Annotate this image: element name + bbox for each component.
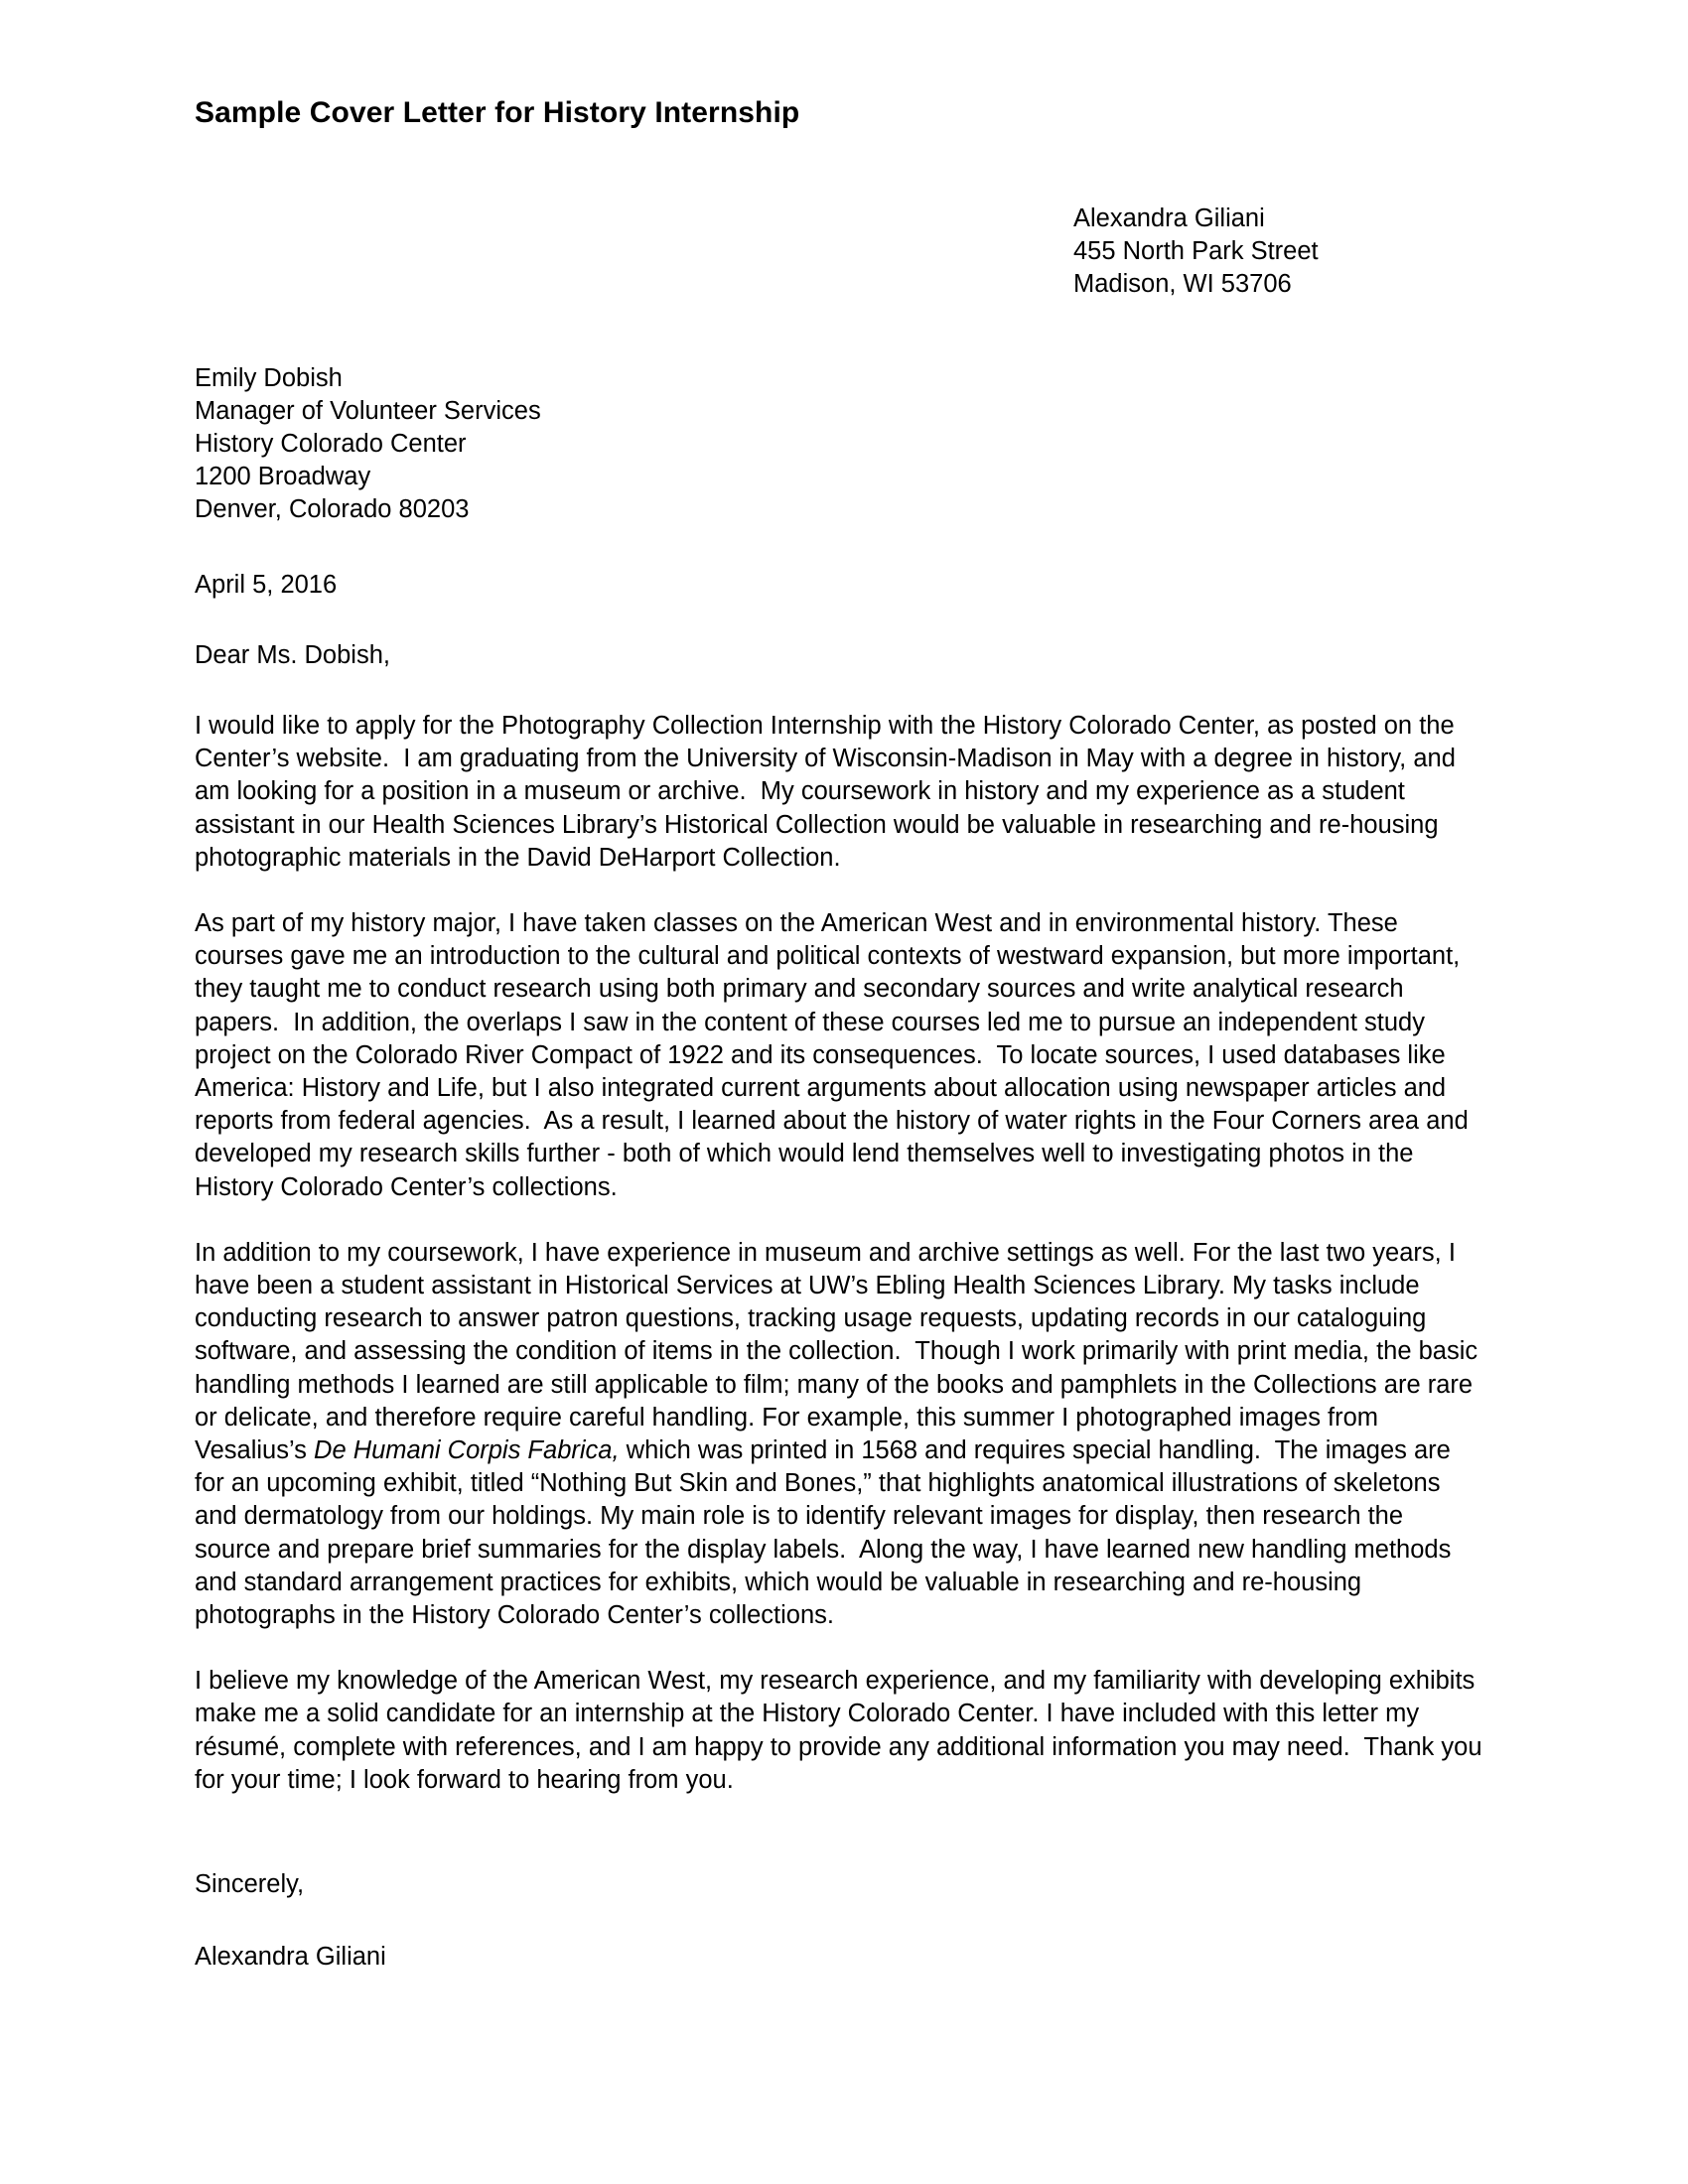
recipient-title: Manager of Volunteer Services	[195, 397, 541, 425]
body-paragraph-2: As part of my history major, I have taken classes on the American West and in environmental history. These courses gave me an introduction to the cultural and political contexts of westward expansion, but more important, they taught me to conduct research using both primary and secondary sources and write analytical research papers. In addition, the overlaps I saw in the content of these courses led me to pursue an independent study project on the Colorado River Compact of 1922 and its consequences. To locate sources, I used databases like America: History and Life, but I also integrated current arguments about allocation using newspaper articles and reports from federal agencies. As a result, I learned about the history of water rights in the Four Corners area and developed my research skills further - both of which would lend themselves well to investigating photos in the History Colorado Center’s collections.	[195, 909, 1476, 1201]
letter-body	[195, 710, 1489, 1797]
recipient-address-block	[195, 362, 1479, 526]
body-paragraph-3-text-before-title: In addition to my coursework, I have experience in museum and archive settings as well. For the last two years, I have been a student assistant in Historical Services at UW’s Ebling Health Sciences Library. My tasks include conducting research to answer patron questions, tracking usage requests, updating records in our cataloguing software, and assessing the condition of items in the collection. Though I work primarily with print media, the basic handling methods I learned are still applicable to film; many of the books and pamphlets in the Collections are rare or delicate, and therefore require careful handling. For example, this summer I photographed images from Vesalius’s	[195, 1238, 1485, 1465]
sender-street: 455 North Park Street	[1073, 237, 1319, 265]
body-paragraph-1: I would like to apply for the Photography Collection Internship with the History Colorado Center, as posted on the Center’s website. I am graduating from the University of Wisconsin-Madison in May with a degree in history, and am looking for a position in a museum or archive. My coursework in history and my experience as a student assistant in our Health Sciences Library’s Historical Collection would be valuable in researching and re-housing photographic materials in the David DeHarport Collection.	[195, 712, 1463, 872]
book-title-de-humani-corpis-fabrica: De Humani Corpis Fabrica,	[314, 1436, 620, 1465]
sender-address-block	[195, 203, 1479, 301]
letter-salutation: Dear Ms. Dobish,	[195, 641, 390, 669]
letter-signature: Alexandra Giliani	[195, 1943, 386, 1972]
letter-date: April 5, 2016	[195, 571, 338, 599]
body-paragraph-4: I believe my knowledge of the American West, my research experience, and my familiarity with developing exhibits make me a solid candidate for an internship at the History Colorado Center. I have included with this letter my résumé, complete with references, and I am happy to provide any additional information you may need. Thank you for your time; I look forward to hearing from you.	[195, 1667, 1489, 1794]
body-paragraph-3-text-after-title: which was printed in 1568 and requires special handling. The images are for an upcoming exhibit, titled “Nothing But Skin and Bones,” that highlights anatomical illustrations of skeletons and dermatology from our holdings. My main role is to identify relevant images for display, then research the source and prepare brief summaries for the display labels. Along the way, I have learned new handling methods and standard arrangement practices for exhibits, which would be valuable in researching and re-housing photographs in the History Colorado Center’s collections.	[195, 1436, 1459, 1630]
letter-closing: Sincerely,	[195, 1870, 305, 1899]
body-paragraph-3	[195, 1237, 1485, 1632]
sender-city-state-zip: Madison, WI 53706	[1073, 270, 1292, 298]
page-title: Sample Cover Letter for History Internship	[195, 96, 800, 129]
recipient-street: 1200 Broadway	[195, 463, 371, 490]
recipient-organization: History Colorado Center	[195, 430, 467, 458]
sender-name: Alexandra Giliani	[1073, 205, 1265, 232]
recipient-name: Emily Dobish	[195, 364, 343, 392]
recipient-city-state-zip: Denver, Colorado 80203	[195, 495, 470, 523]
